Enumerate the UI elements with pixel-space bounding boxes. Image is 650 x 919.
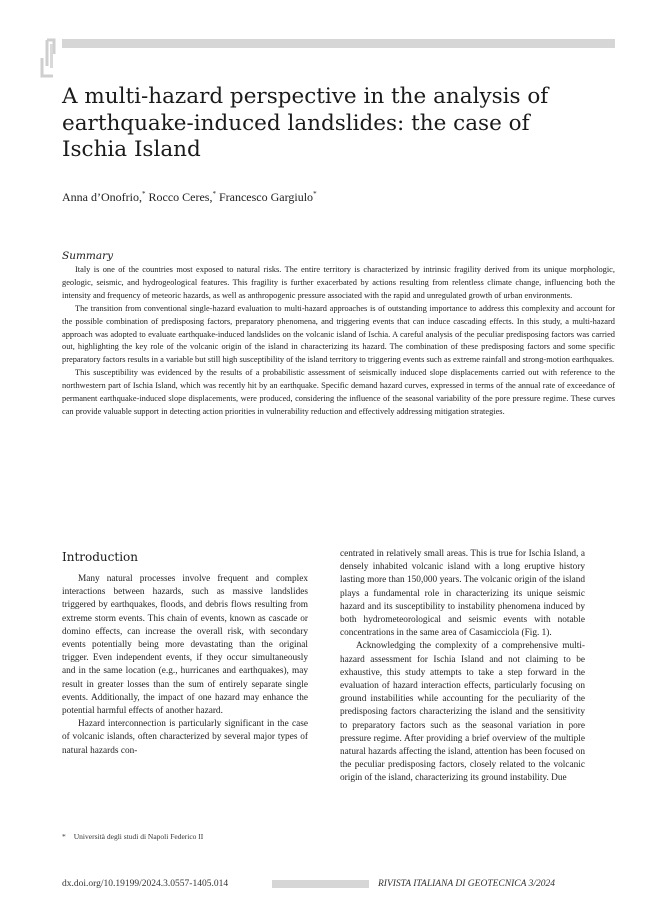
article-title: A multi-hazard perspective in the analysis of earthquake-induced landslides: the case of Ischia Island [62, 84, 549, 162]
body-paragraph: Acknowledging the complexity of a comprehensive multi-hazard assessment for Ischia Island and not claiming to be exhaustive, this study attempts to take a step forward in the evaluation of hazard interaction effects, particularly focusing on ground instabilities while accounting for the peculiarity of the predisposing factors characterizing the island and the sensitivity to preparatory factors such as the seasonal variation in pore pressure regime. After providing a brief overview of the multiple natural hazards affecting the island, attention has been focused on the peculiar predisposing factors, closely related to the volcanic origin of the island, characterizing its ground instability. Due [340, 641, 585, 784]
body-column-right [340, 548, 585, 786]
summary-paragraph: This susceptibility was evidenced by the results of a probabilistic assessment of seismically induced slope displacements carried out with reference to the northwestern part of Ischia Island, which was recently hit by an earthquake. Specific demand hazard curves, expressed in terms of the annual rate of exceedance of permanent earthquake-induced slope displacements, were produced, considering the influence of the seasonal variability of the pore pressure regime. These curves can provide valuable support in detecting action priorities in vulnerability reduction and effectively addressing mitigation strategies. [62, 368, 615, 416]
summary-heading: Summary [62, 250, 114, 262]
footer-bar [272, 880, 369, 888]
body-column-left [62, 573, 308, 758]
summary-section [62, 249, 615, 419]
body-paragraph: Many natural processes involve frequent and complex interactions between hazards, such as massive landslides triggered by earthquakes, floods, and debris flows resulting from extreme storm events. This chain of events, known as cascade or domino effects, can increase the overall risk, with secondary events potentially being more devastating than the original trigger. Even independent events, if they occur simultaneously and in the same location (e.g., hurricanes and earthquakes), may result in greater losses than the sum of entirely separate single events. Additionally, the impact of one hazard may enhance the potential harmful effects of another hazard. [62, 574, 308, 717]
summary-paragraph: Italy is one of the countries most exposed to natural risks. The entire territory is characterized by intrinsic fragility derived from its unique morphologic, geologic, seismic, and hydrogeological features. This fragility is further exacerbated by actions resulting from relentless climate change, influencing both the intensity and frequency of meteoric hazards, as well as anthropogenic pressure associated with the rapid and unregulated growth of urban environments. [62, 265, 615, 300]
author-name: Anna d’Onofrio, [62, 190, 142, 204]
author-affiliation-mark: * [313, 190, 317, 198]
summary-paragraph: The transition from conventional single-hazard evaluation to multi-hazard approaches is of outstanding importance to address this complexity and account for the possible combination of predisposing factors, preparatory phenomena, and triggering events that can induce cascading effects. In this study, a multi-hazard approach was adopted to evaluate earthquake-induced landslides on the volcanic island of Ischia. A careful analysis of the peculiar predisposing factors was carried out, highlighting the key role of the volcanic origin of the island in characterizing its hazard. The combination of these predisposing factors and some specific preparatory factors results in a variable but still high susceptibility of the island territory to triggering events such as extreme rainfall and strong-motion earthquakes. [62, 303, 615, 365]
author-affiliation-mark: * [212, 190, 216, 198]
journal-logo-icon [40, 34, 60, 78]
author-list [62, 190, 317, 205]
introduction-heading: Introduction [62, 550, 138, 564]
author-affiliation-mark: * [141, 190, 146, 198]
footnote-text: Università degli studi di Napoli Federico II [73, 832, 204, 841]
body-paragraph: centrated in relatively small areas. This is true for Ischia Island, a densely inhabited volcanic island with a long eruptive history lasting more than 150,000 years. The volcanic origin of the island plays a fundamental role in characterizing its unique seismic hazard and its susceptibility to instability phenomena induced by both hydrometeorological and seismic events with notable concentrations in the same area of Casamicciola (Fig. 1). [340, 549, 585, 639]
body-paragraph: Hazard interconnection is particularly significant in the case of volcanic islands, often characterized by several major types of natural hazards con- [62, 719, 308, 756]
affiliation-footnote [62, 832, 203, 841]
header-bar [62, 39, 615, 48]
journal-issue: RIVISTA ITALIANA DI GEOTECNICA 3/2024 [378, 879, 555, 889]
footnote-mark: * [62, 832, 66, 841]
author-name: Francesco Gargiulo [218, 190, 314, 204]
doi-link[interactable]: dx.doi.org/10.19199/2024.3.0557-1405.014 [62, 879, 229, 889]
author-name: Rocco Ceres, [148, 190, 213, 204]
